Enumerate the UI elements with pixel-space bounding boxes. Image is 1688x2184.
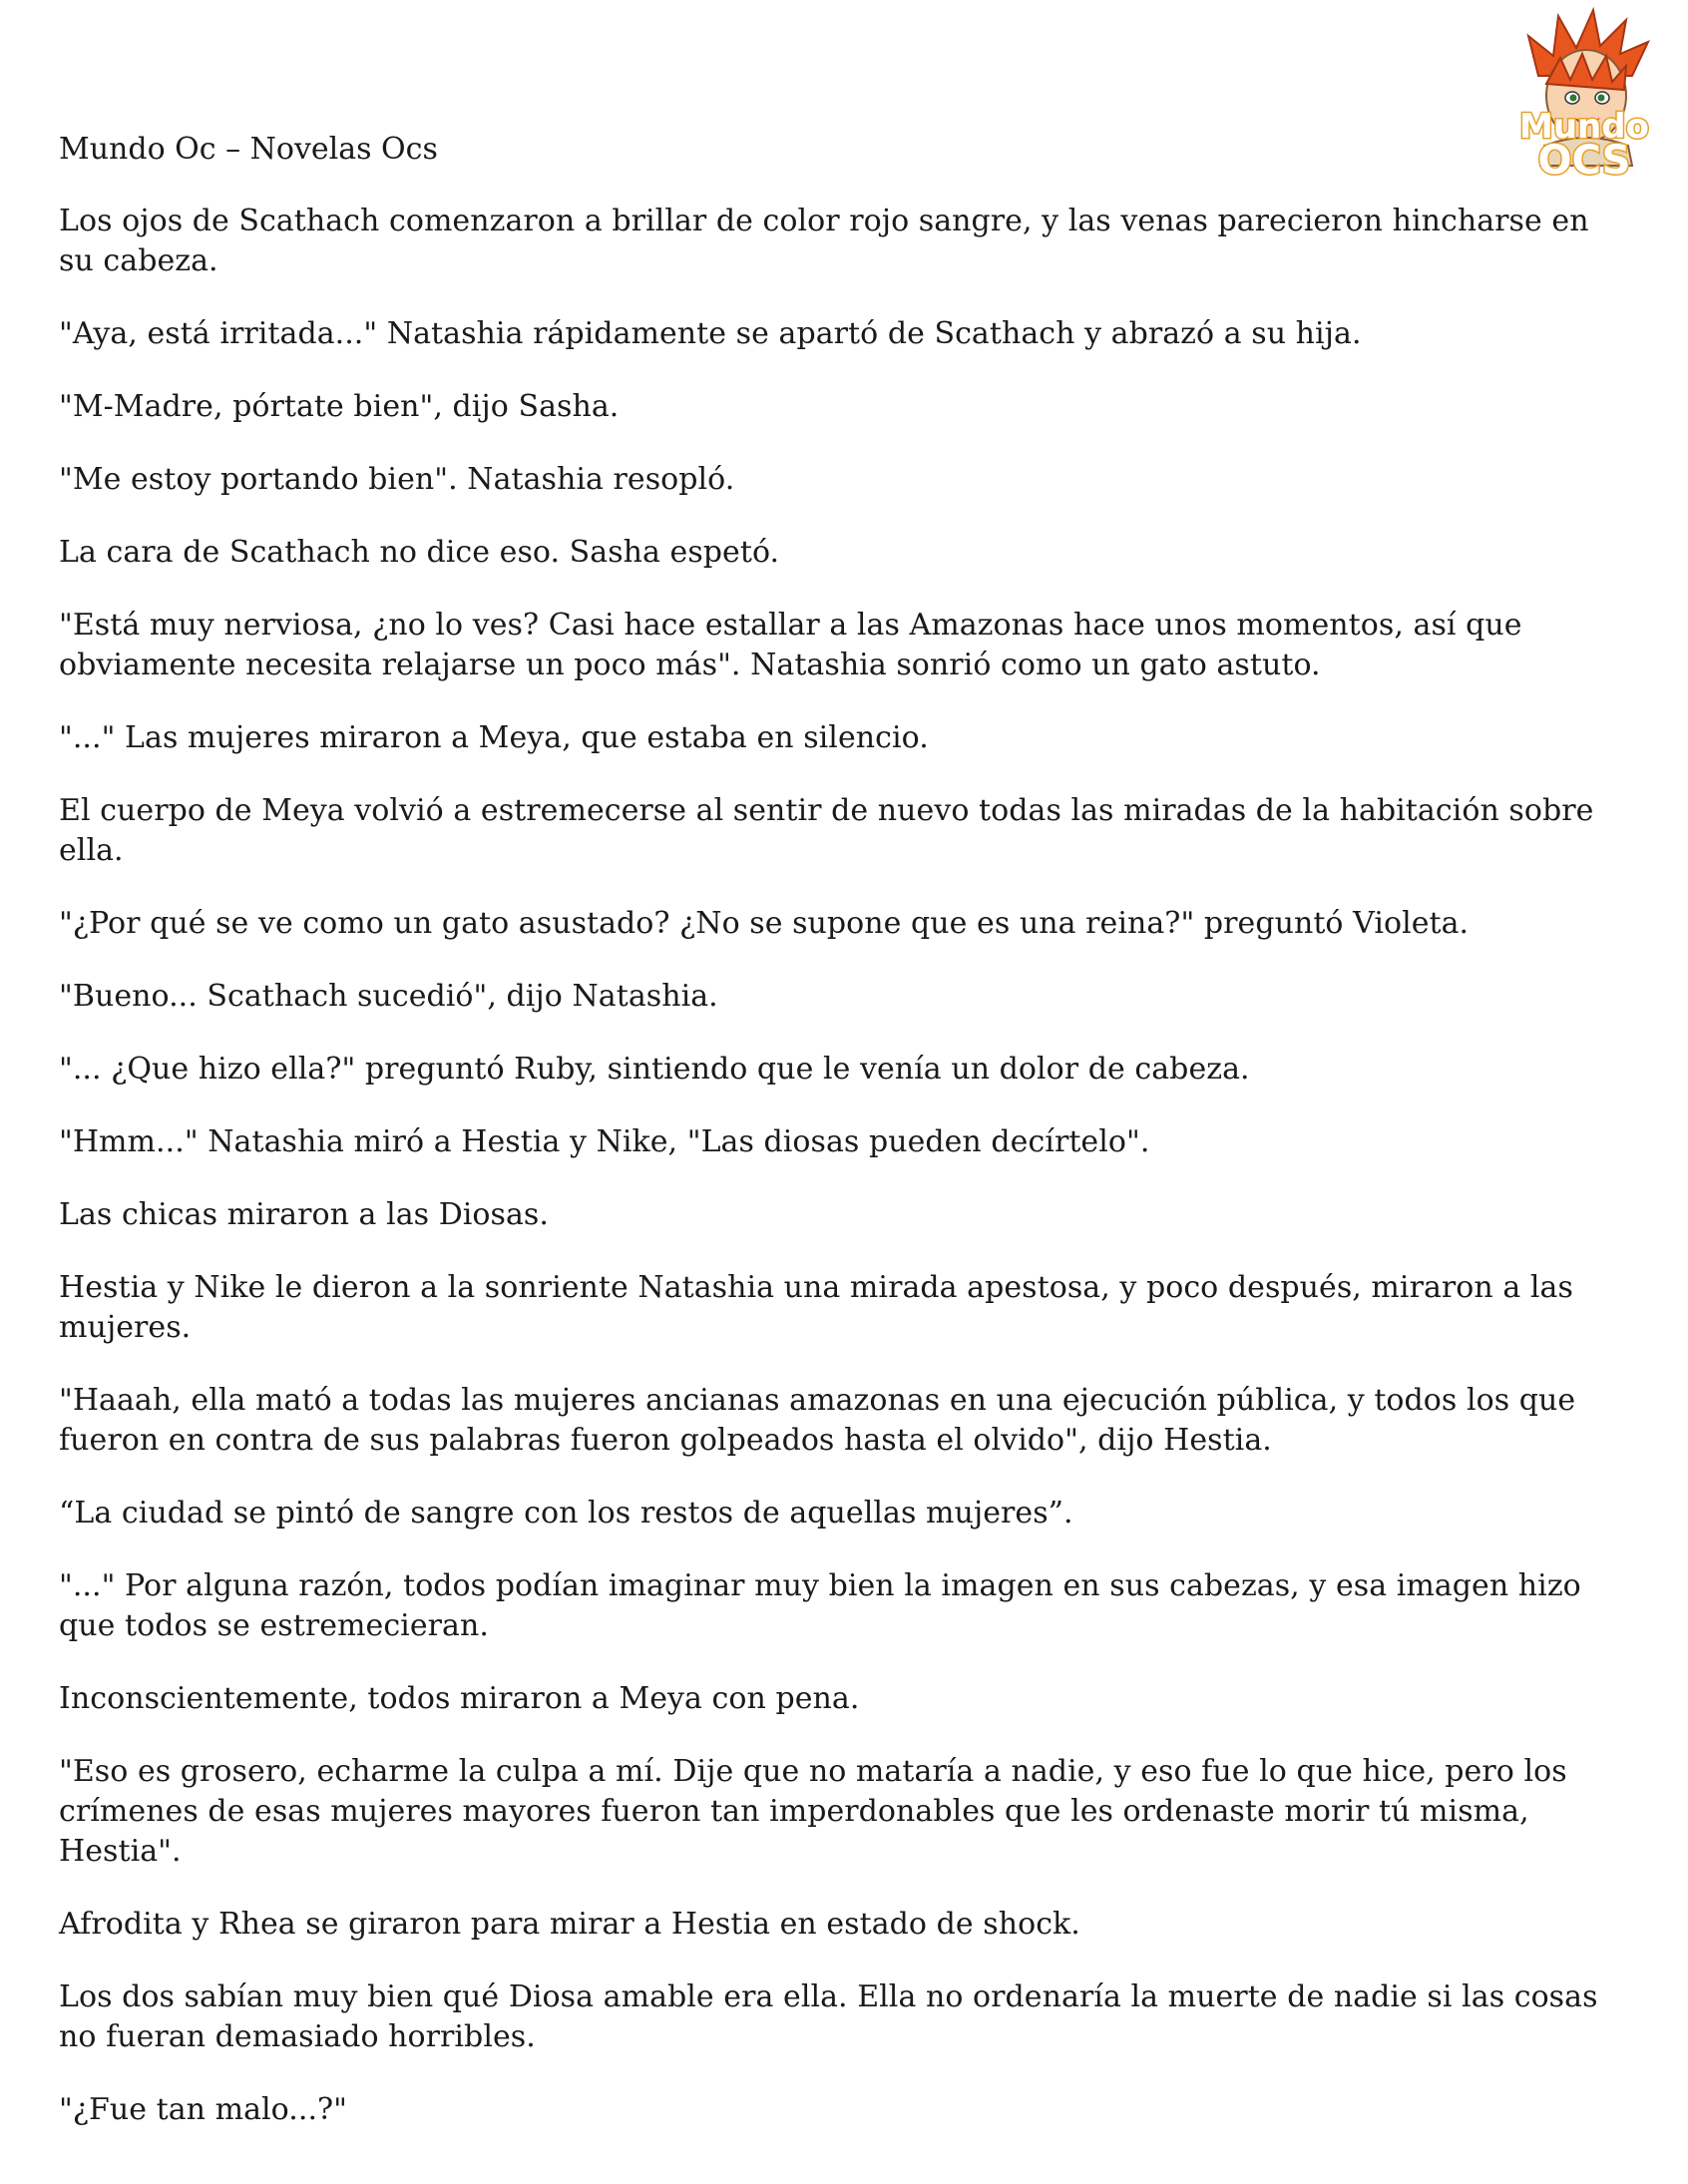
paragraph: "Me estoy portando bien". Natashia resopló.: [59, 462, 735, 497]
paragraph: "Eso es grosero, echarme la culpa a mí. Dije que no mataría a nadie, y eso fue lo que hice, pero los crímenes de esas mujeres mayores fueron tan imperdonables que les ordenaste morir tú misma, Hestia".: [59, 1754, 1567, 1869]
paragraph: "... ¿Que hizo ella?" preguntó Ruby, sintiendo que le venía un dolor de cabeza.: [59, 1052, 1250, 1087]
paragraph: "Haaah, ella mató a todas las mujeres ancianas amazonas en una ejecución pública, y todos los que fueron en contra de sus palabras fueron golpeados hasta el olvido", dijo Hestia.: [59, 1383, 1576, 1458]
paragraph: “La ciudad se pintó de sangre con los restos de aquellas mujeres”.: [59, 1496, 1073, 1530]
paragraph: "¿Por qué se ve como un gato asustado? ¿No se supone que es una reina?" preguntó Violeta.: [59, 906, 1470, 941]
paragraph: Las chicas miraron a las Diosas.: [59, 1197, 549, 1232]
paragraph: "Hmm..." Natashia miró a Hestia y Nike, "Las diosas pueden decírtelo".: [59, 1124, 1150, 1159]
paragraph: Los dos sabían muy bien qué Diosa amable era ella. Ella no ordenaría la muerte de nadie si las cosas no fueran demasiado horribles.: [59, 1979, 1598, 2054]
paragraph: Inconscientemente, todos miraron a Meya con pena.: [59, 1681, 860, 1716]
paragraph: Hestia y Nike le dieron a la sonriente Natashia una mirada apestosa, y poco después, miraron a las mujeres.: [59, 1270, 1573, 1345]
paragraph: "Bueno... Scathach sucedió", dijo Natashia.: [59, 979, 718, 1014]
paragraph: "Está muy nerviosa, ¿no lo ves? Casi hace estallar a las Amazonas hace unos momentos, así que obviamente necesita relajarse un poco más". Natashia sonrió como un gato astuto.: [59, 608, 1522, 682]
paragraph: "..." Las mujeres miraron a Meya, que estaba en silencio.: [59, 720, 929, 755]
paragraph: La cara de Scathach no dice eso. Sasha espetó.: [59, 535, 780, 570]
mundo-ocs-logo: [1498, 6, 1670, 184]
document-body: [59, 202, 1628, 2130]
paragraph: El cuerpo de Meya volvió a estremecerse al sentir de nuevo todas las miradas de la habitación sobre ella.: [59, 793, 1594, 868]
svg-text:Mundo: Mundo: [1519, 107, 1649, 147]
paragraph: Los ojos de Scathach comenzaron a brillar de color rojo sangre, y las venas parecieron hincharse en su cabeza.: [59, 204, 1589, 278]
document-header: Mundo Oc – Novelas Ocs: [59, 132, 438, 167]
svg-text:OCS: OCS: [1537, 138, 1631, 184]
paragraph: "..." Por alguna razón, todos podían imaginar muy bien la imagen en sus cabezas, y esa imagen hizo que todos se estremecieran.: [59, 1568, 1581, 1643]
paragraph: "Aya, está irritada..." Natashia rápidamente se apartó de Scathach y abrazó a su hija.: [59, 316, 1362, 351]
paragraph: "M-Madre, pórtate bien", dijo Sasha.: [59, 389, 620, 424]
paragraph: "¿Fue tan malo...?": [59, 2092, 348, 2127]
paragraph: Afrodita y Rhea se giraron para mirar a Hestia en estado de shock.: [59, 1907, 1080, 1942]
